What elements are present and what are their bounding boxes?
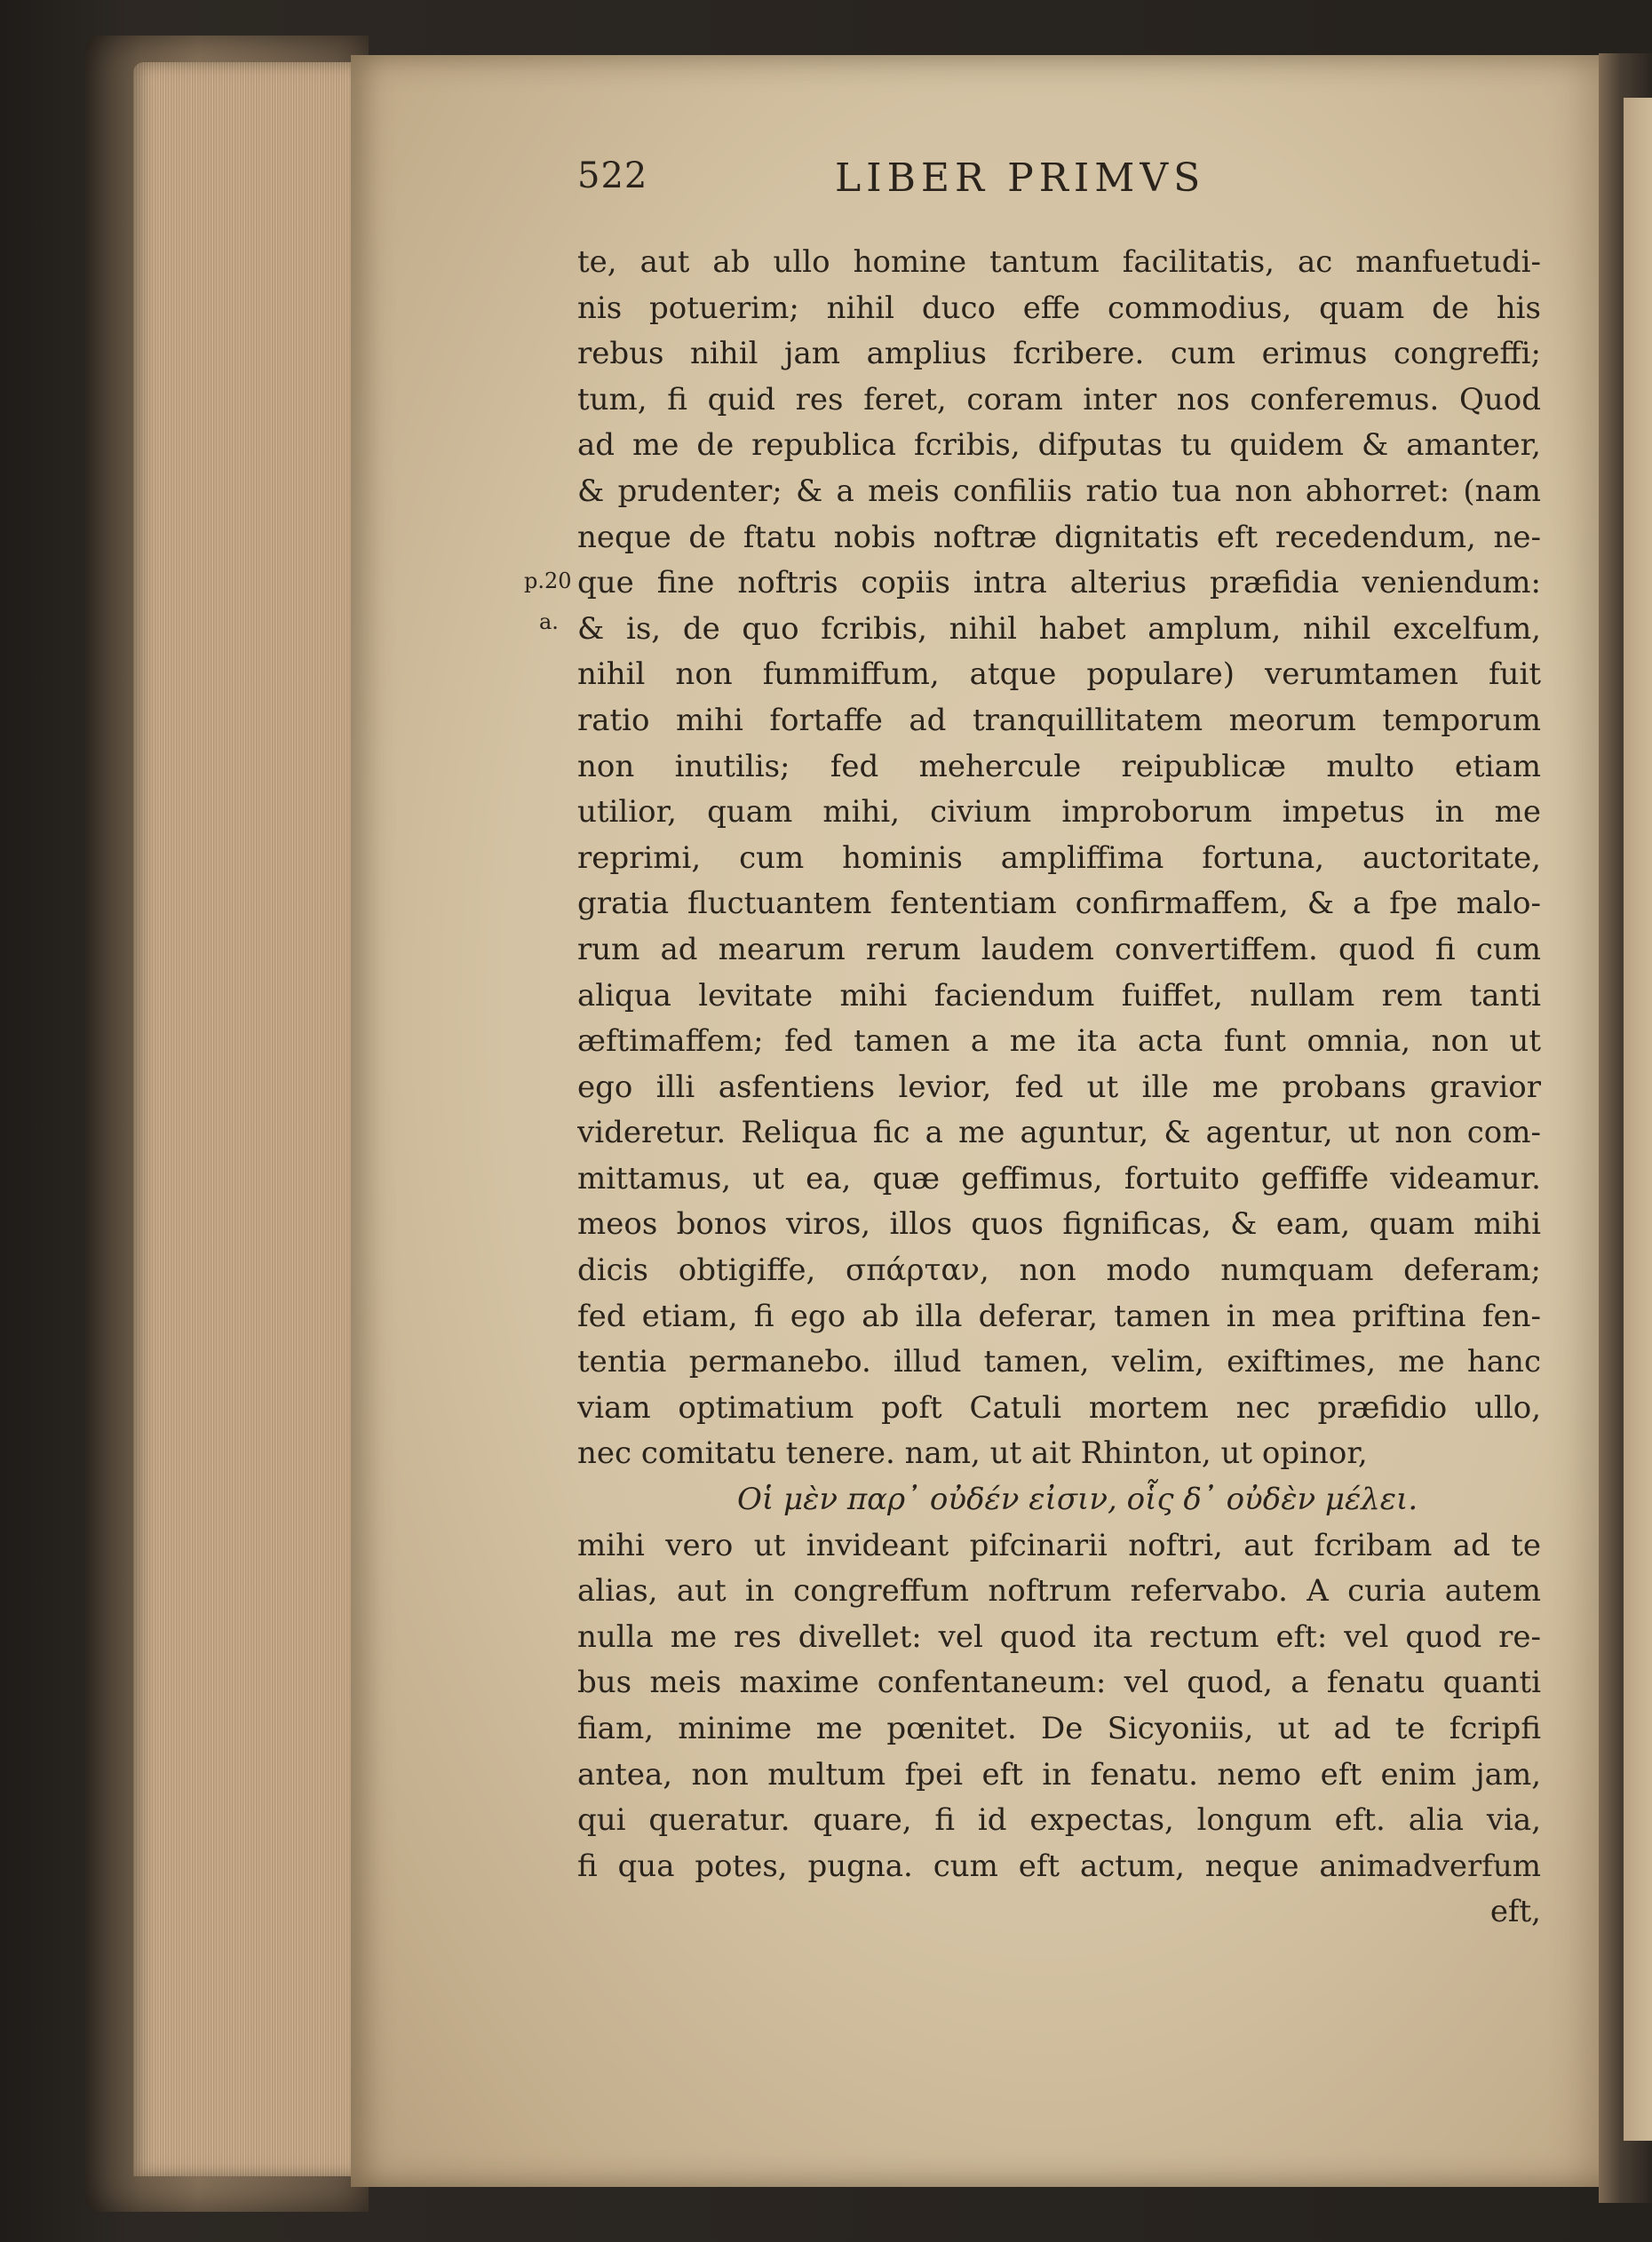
text-line: utilior, quam mihi, civium improborum impetus in me xyxy=(577,794,1541,831)
text-line: aliqua levitate mihi faciendum fuiffet, nullam rem tanti xyxy=(577,977,1541,1014)
text-line: tentia permanebo. illud tamen, velim, exiftimes, me hanc xyxy=(577,1344,1541,1380)
margin-note-letter: a. xyxy=(539,609,559,634)
text-line: non inutilis; fed mehercule reipublicæ multo etiam xyxy=(577,748,1541,784)
text-line: mihi vero ut invideant pifcinarii noftri, aut fcribam ad te xyxy=(577,1527,1541,1563)
text-line: tum, fi quid res feret, coram inter nos conferemus. Quod xyxy=(577,381,1541,417)
text-line: ego illi asfentiens levior, fed ut ille me probans gravior xyxy=(577,1069,1541,1105)
text-line: qui queratur. quare, fi id expectas, longum eft. alia via, xyxy=(577,1802,1541,1839)
text-line: fi qua potes, pugna. cum eft actum, neque animadverfum xyxy=(577,1848,1541,1884)
text-line: rum ad mearum rerum laudem convertiffem. quod fi cum xyxy=(577,931,1541,967)
text-line: ad me de republica fcribis, difputas tu quidem & amanter, xyxy=(577,427,1541,464)
running-title: LIBER PRIMVS xyxy=(835,155,1206,201)
text-line: fiam, minime me pœnitet. De Sicyoniis, ut ad te fcripfi xyxy=(577,1711,1541,1746)
text-line: gratia fluctuantem fententiam confirmaffem, & a fpe malo- xyxy=(577,886,1541,922)
text-line: & prudenter; & a meis confiliis ratio tua non abhorret: (nam xyxy=(577,473,1541,509)
text-line: dicis obtigiffe, σπάρταν, non modo numquam deferam; xyxy=(577,1252,1541,1289)
catchword: eft, xyxy=(1489,1894,1541,1930)
text-line: ratio mihi fortaffe ad tranquillitatem meorum temporum xyxy=(577,702,1541,738)
text-line: nulla me res divellet: vel quod ita rectum eft: vel quod re- xyxy=(577,1618,1541,1655)
text-line: & is, de quo fcribis, nihil habet amplum, nihil excelfum, xyxy=(577,610,1541,647)
page-header xyxy=(577,155,1537,218)
text-line: nis potuerim; nihil duco effe commodius, quam de his xyxy=(577,290,1541,326)
page-number: 522 xyxy=(577,155,648,196)
text-line: que fine noftris copiis intra alterius præfidia veniendum: xyxy=(577,565,1541,601)
text-line: reprimi, cum hominis ampliffima fortuna, auctoritate, xyxy=(577,839,1541,876)
text-line: videretur. Reliqua fic a me aguntur, & agentur, ut non com- xyxy=(577,1115,1541,1151)
text-line: nihil non fummiffum, atque populare) verumtamen fuit xyxy=(577,656,1541,693)
text-line: mittamus, ut ea, quæ geffimus, fortuito geffiffe videamur. xyxy=(577,1160,1541,1197)
text-line: rebus nihil jam amplius fcribere. cum erimus congreffi; xyxy=(577,336,1541,372)
page-edges xyxy=(133,62,364,2176)
text-line: viam optimatium poft Catuli mortem nec præfidio ullo, xyxy=(577,1389,1541,1426)
text-line: æftimaffem; fed tamen a me ita acta funt omnia, non ut xyxy=(577,1023,1541,1060)
text-line: meos bonos viros, illos quos fignificas, & eam, quam mihi xyxy=(577,1206,1541,1243)
margin-note-page-ref: p.20 xyxy=(524,568,572,593)
text-line: neque de ftatu nobis noftræ dignitatis eft recedendum, ne- xyxy=(577,519,1541,555)
facing-page-edge xyxy=(1624,98,1652,2141)
text-line: alias, aut in congreffum noftrum refervabo. A curia autem xyxy=(577,1573,1541,1610)
text-line: fed etiam, fi ego ab illa deferar, tamen in mea priftina fen- xyxy=(577,1298,1541,1334)
text-line: nec comitatu tenere. nam, ut ait Rhinton, ut opinor, xyxy=(577,1435,1368,1472)
body-text xyxy=(577,240,1541,1936)
greek-verse-line: Οἱ μὲν παρ᾽ οὐδέν εἰσιν, οἷς δ᾽ οὐδὲν μέλει. xyxy=(737,1482,1418,1518)
text-line: antea, non multum fpei eft in fenatu. nemo eft enim jam, xyxy=(577,1756,1541,1793)
text-line: te, aut ab ullo homine tantum facilitatis, ac manfuetudi- xyxy=(577,244,1541,280)
text-line: bus meis maxime confentaneum: vel quod, a fenatu quanti xyxy=(577,1665,1541,1701)
